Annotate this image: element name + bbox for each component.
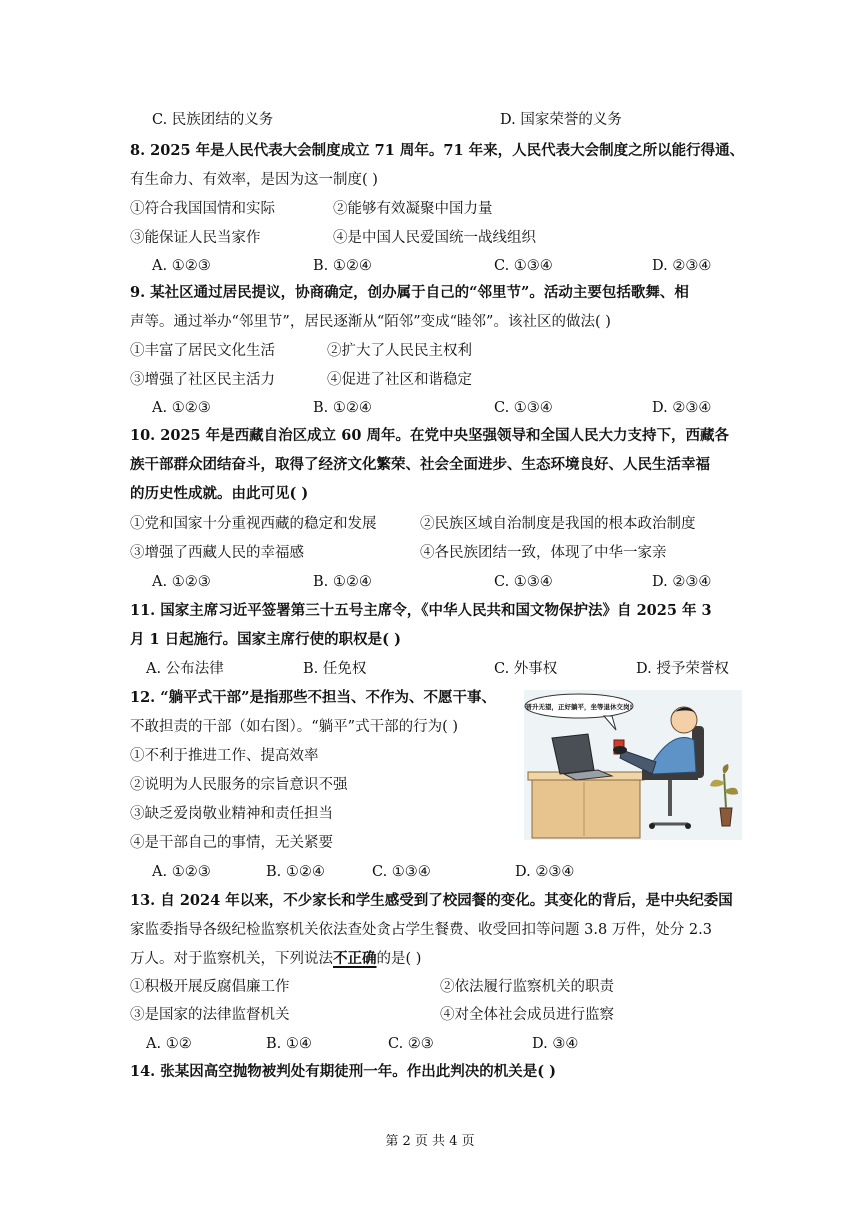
q8-statement-2: ②能够有效凝聚中国力量 xyxy=(333,201,493,217)
q11-stem-line1: 11. 国家主席习近平签署第三十五号主席令，《中华人民共和国文物保护法》自 2025 年 3 xyxy=(130,602,712,619)
q9-stem-line1: 9. 某社区通过居民提议，协商确定，创办属于自己的“邻里节”。活动主要包括歌舞、相 xyxy=(130,284,689,301)
q13-option-c: C. ②③ xyxy=(388,1036,434,1052)
q13-stem-line1: 13. 自 2024 年以来，不少家长和学生感受到了校园餐的变化。其变化的背后，是中央纪委国 xyxy=(130,892,733,909)
q8-statement-4: ④是中国人民爱国统一战线组织 xyxy=(333,230,536,246)
q10-statement-1: ①党和国家十分重视西藏的稳定和发展 xyxy=(130,516,377,532)
q13-stem-line3-pre: 万人。对于监察机关，下列说法 xyxy=(130,951,333,967)
q12-option-b: B. ①②④ xyxy=(266,864,325,880)
q11-stem-line2: 月 1 日起施行。国家主席行使的职权是( ) xyxy=(130,631,401,648)
q11-option-a: A. 公布法律 xyxy=(146,661,224,677)
q7-option-d: D. 国家荣誉的义务 xyxy=(500,112,622,128)
q12-stem-line1: 12. “躺平式干部”是指那些不担当、不作为、不愿干事、 xyxy=(130,689,496,706)
q8-option-d: D. ②③④ xyxy=(652,258,712,274)
q10-option-d: D. ②③④ xyxy=(652,574,712,590)
q8-stem-line1: 8. 2025 年是人民代表大会制度成立 71 周年。71 年来，人民代表大会制度之所以能行得通、 xyxy=(130,142,745,159)
q13-statement-4: ④对全体社会成员进行监察 xyxy=(440,1007,614,1023)
cartoon-caption: 晋升无望，正好躺平，坐等退休交岗! xyxy=(525,703,633,711)
q11-option-c: C. 外事权 xyxy=(494,661,558,677)
q12-statement-1: ①不利于推进工作、提高效率 xyxy=(130,748,319,764)
q10-statement-2: ②民族区域自治制度是我国的根本政治制度 xyxy=(420,516,696,532)
q8-option-c: C. ①③④ xyxy=(494,258,553,274)
q13-stem-line2: 家监委指导各级纪检监察机关依法查处贪占学生餐费、收受回扣等问题 3.8 万件，处分 2.3 xyxy=(130,922,712,938)
q9-statement-4: ④促进了社区和谐稳定 xyxy=(327,372,472,388)
q8-option-b: B. ①②④ xyxy=(313,258,372,274)
q9-statement-3: ③增强了社区民主活力 xyxy=(130,372,275,388)
q10-option-c: C. ①③④ xyxy=(494,574,553,590)
q10-option-a: A. ①②③ xyxy=(152,574,211,590)
q13-option-b: B. ①④ xyxy=(266,1036,312,1052)
q12-statement-4: ④是干部自己的事情，无关紧要 xyxy=(130,835,333,851)
q10-statement-3: ③增强了西藏人民的幸福感 xyxy=(130,545,304,561)
q8-stem-line2: 有生命力、有效率，是因为这一制度( ) xyxy=(130,172,378,188)
q9-stem-line2: 声等。通过举办“邻里节”，居民逐渐从“陌邻”变成“睦邻”。该社区的做法( ) xyxy=(130,314,611,330)
q8-statement-1: ①符合我国国情和实际 xyxy=(130,201,275,217)
q13-statement-2: ②依法履行监察机关的职责 xyxy=(440,979,614,995)
page-footer: 第 2 页 共 4 页 xyxy=(385,1134,475,1149)
q10-option-b: B. ①②④ xyxy=(313,574,372,590)
q9-statement-2: ②扩大了人民民主权利 xyxy=(327,343,472,359)
q11-option-d: D. 授予荣誉权 xyxy=(636,661,729,677)
q12-statement-2: ②说明为人民服务的宗旨意识不强 xyxy=(130,777,348,793)
q10-stem-line3: 的历史性成就。由此可见( ) xyxy=(130,485,309,502)
q13-statement-3: ③是国家的法律监督机关 xyxy=(130,1007,290,1023)
q7-option-c: C. 民族团结的义务 xyxy=(152,112,274,128)
q13-statement-1: ①积极开展反腐倡廉工作 xyxy=(130,979,290,995)
q9-statement-1: ①丰富了居民文化生活 xyxy=(130,343,275,359)
q13-stem-line3-post: 的是( ) xyxy=(376,951,422,967)
q9-option-b: B. ①②④ xyxy=(313,400,372,416)
q12-option-d: D. ②③④ xyxy=(515,864,575,880)
q13-emphasis-not-correct: 不正确 xyxy=(333,950,377,967)
q12-statement-3: ③缺乏爱岗敬业精神和责任担当 xyxy=(130,806,333,822)
lying-flat-cadre-cartoon xyxy=(524,690,742,840)
q9-option-d: D. ②③④ xyxy=(652,400,712,416)
q12-option-c: C. ①③④ xyxy=(372,864,431,880)
q14-stem-line1: 14. 张某因高空抛物被判处有期徒刑一年。作出此判决的机关是( ) xyxy=(130,1063,557,1080)
q9-option-c: C. ①③④ xyxy=(494,400,553,416)
q10-statement-4: ④各民族团结一致，体现了中华一家亲 xyxy=(420,545,667,561)
q9-option-a: A. ①②③ xyxy=(152,400,211,416)
q12-option-a: A. ①②③ xyxy=(152,864,211,880)
q13-option-d: D. ③④ xyxy=(532,1036,579,1052)
q13-option-a: A. ①② xyxy=(146,1036,192,1052)
q13-stem-line3 xyxy=(130,949,421,969)
q10-stem-line2: 族干部群众团结奋斗，取得了经济文化繁荣、社会全面进步、生态环境良好、人民生活幸福 xyxy=(130,456,710,473)
q12-stem-line2: 不敢担责的干部（如右图）。“躺平”式干部的行为( ) xyxy=(130,719,458,735)
q8-option-a: A. ①②③ xyxy=(152,258,211,274)
q8-statement-3: ③能保证人民当家作 xyxy=(130,230,261,246)
q11-option-b: B. 任免权 xyxy=(303,661,367,677)
q10-stem-line1: 10. 2025 年是西藏自治区成立 60 周年。在党中央坚强领导和全国人民大力支持下，西藏各 xyxy=(130,427,729,444)
